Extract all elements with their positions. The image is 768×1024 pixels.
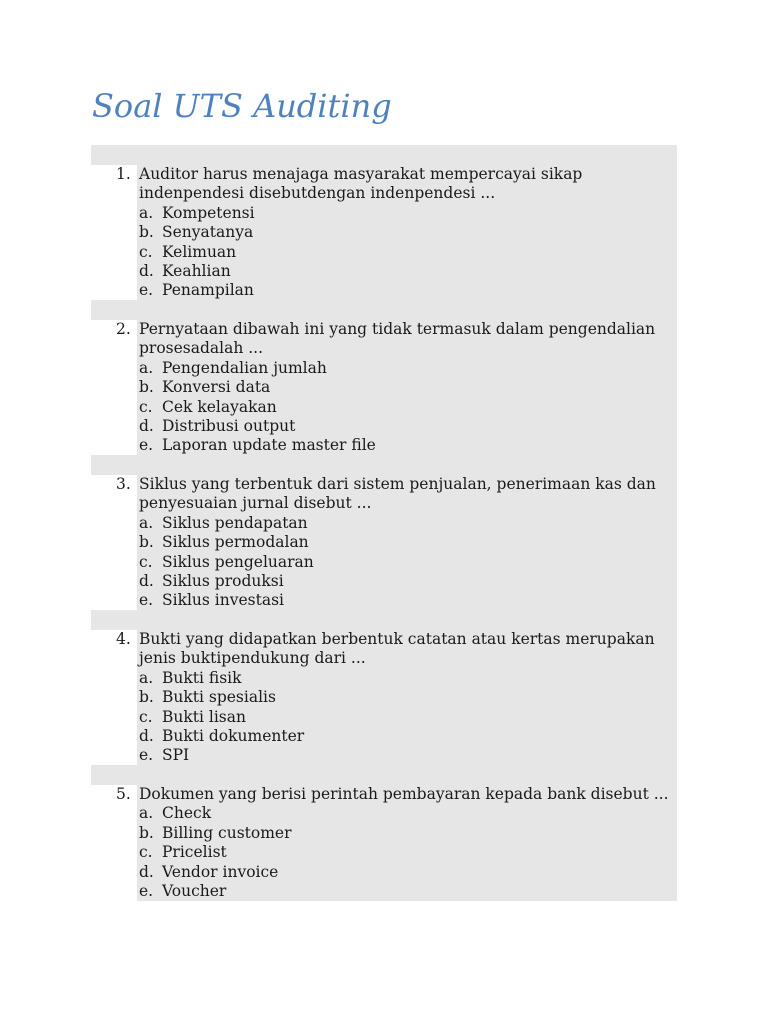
option-letter: d. xyxy=(139,261,154,280)
option-text: Siklus pendapatan xyxy=(162,513,308,532)
option-text: Laporan update master file xyxy=(162,436,376,455)
option-item xyxy=(0,262,768,281)
question-number: 4. xyxy=(116,630,131,648)
option-item xyxy=(0,708,768,727)
document-title: Soal UTS Auditing xyxy=(92,87,392,125)
question-stem: Bukti yang didapatkan berbentuk catatan atau kertas merupakan jenis buktipendukung dari ... xyxy=(139,630,655,668)
option-letter: a. xyxy=(139,203,154,222)
option-item xyxy=(0,843,768,862)
question-stem: Auditor harus menajaga masyarakat mempercayai sikap indenpendesi disebutdengan indenpendesi ... xyxy=(139,165,583,203)
option-text: Voucher xyxy=(162,881,227,900)
option-text: Check xyxy=(162,804,212,823)
option-letter: d. xyxy=(139,862,154,881)
shade-band xyxy=(91,455,677,475)
option-text: Bukti fisik xyxy=(162,668,242,687)
option-text: Siklus investasi xyxy=(162,591,284,610)
option-letter: a. xyxy=(139,513,154,532)
option-letter: b. xyxy=(139,378,154,397)
option-text: Billing customer xyxy=(162,823,292,842)
option-item xyxy=(0,746,768,765)
option-item xyxy=(0,281,768,300)
option-letter: d. xyxy=(139,726,154,745)
option-letter: c. xyxy=(139,843,153,862)
option-item xyxy=(0,882,768,901)
option-text: Vendor invoice xyxy=(162,862,279,881)
option-text: Cek kelayakan xyxy=(162,397,277,416)
option-letter: a. xyxy=(139,358,154,377)
option-letter: d. xyxy=(139,571,154,590)
option-letter: a. xyxy=(139,668,154,687)
option-text: Siklus pengeluaran xyxy=(162,552,314,571)
option-letter: c. xyxy=(139,242,153,261)
option-item xyxy=(0,727,768,746)
option-letter: b. xyxy=(139,223,154,242)
question-stem: Siklus yang terbentuk dari sistem penjualan, penerimaan kas dan penyesuaian jurnal disebut ... xyxy=(139,475,656,513)
option-item xyxy=(0,804,768,823)
option-letter: d. xyxy=(139,416,154,435)
option-item xyxy=(0,863,768,882)
option-item xyxy=(0,533,768,552)
shade-band xyxy=(91,300,677,320)
option-letter: c. xyxy=(139,397,153,416)
option-text: Penampilan xyxy=(162,281,254,300)
question-number: 2. xyxy=(116,320,131,338)
shade-band xyxy=(91,765,677,785)
option-item xyxy=(0,514,768,533)
shade-band xyxy=(91,610,677,630)
option-text: Pengendalian jumlah xyxy=(162,358,327,377)
option-item xyxy=(0,398,768,417)
option-letter: e. xyxy=(139,436,154,455)
question-number: 3. xyxy=(116,475,131,493)
option-text: Keahlian xyxy=(162,261,231,280)
option-item xyxy=(0,591,768,610)
option-text: Siklus permodalan xyxy=(162,533,309,552)
option-text: Konversi data xyxy=(162,378,271,397)
option-letter: c. xyxy=(139,552,153,571)
question-stem: Pernyataan dibawah ini yang tidak termasuk dalam pengendalian prosesadalah ... xyxy=(139,320,656,358)
option-letter: e. xyxy=(139,591,154,610)
option-text: Bukti dokumenter xyxy=(162,726,305,745)
question-number: 1. xyxy=(116,165,131,183)
option-item xyxy=(0,417,768,436)
option-text: Siklus produksi xyxy=(162,571,284,590)
option-letter: b. xyxy=(139,823,154,842)
option-text: Distribusi output xyxy=(162,416,296,435)
option-letter: e. xyxy=(139,281,154,300)
option-letter: c. xyxy=(139,707,153,726)
option-text: Pricelist xyxy=(162,843,227,862)
option-letter: b. xyxy=(139,533,154,552)
question-stem: Dokumen yang berisi perintah pembayaran kepada bank disebut ... xyxy=(139,785,669,803)
option-item xyxy=(0,204,768,223)
option-text: Bukti spesialis xyxy=(162,688,276,707)
option-item xyxy=(0,243,768,262)
option-item xyxy=(0,378,768,397)
option-item xyxy=(0,572,768,591)
option-text: Bukti lisan xyxy=(162,707,246,726)
shade-band xyxy=(91,145,677,165)
option-letter: a. xyxy=(139,804,154,823)
question-number: 5. xyxy=(116,785,131,803)
option-letter: e. xyxy=(139,881,154,900)
option-item xyxy=(0,553,768,572)
option-item xyxy=(0,436,768,455)
option-text: SPI xyxy=(162,746,190,765)
option-item xyxy=(0,669,768,688)
option-item xyxy=(0,688,768,707)
option-text: Senyatanya xyxy=(162,223,254,242)
option-letter: e. xyxy=(139,746,154,765)
option-item xyxy=(0,223,768,242)
option-text: Kompetensi xyxy=(162,203,255,222)
option-text: Kelimuan xyxy=(162,242,237,261)
option-letter: b. xyxy=(139,688,154,707)
option-item xyxy=(0,824,768,843)
option-item xyxy=(0,359,768,378)
